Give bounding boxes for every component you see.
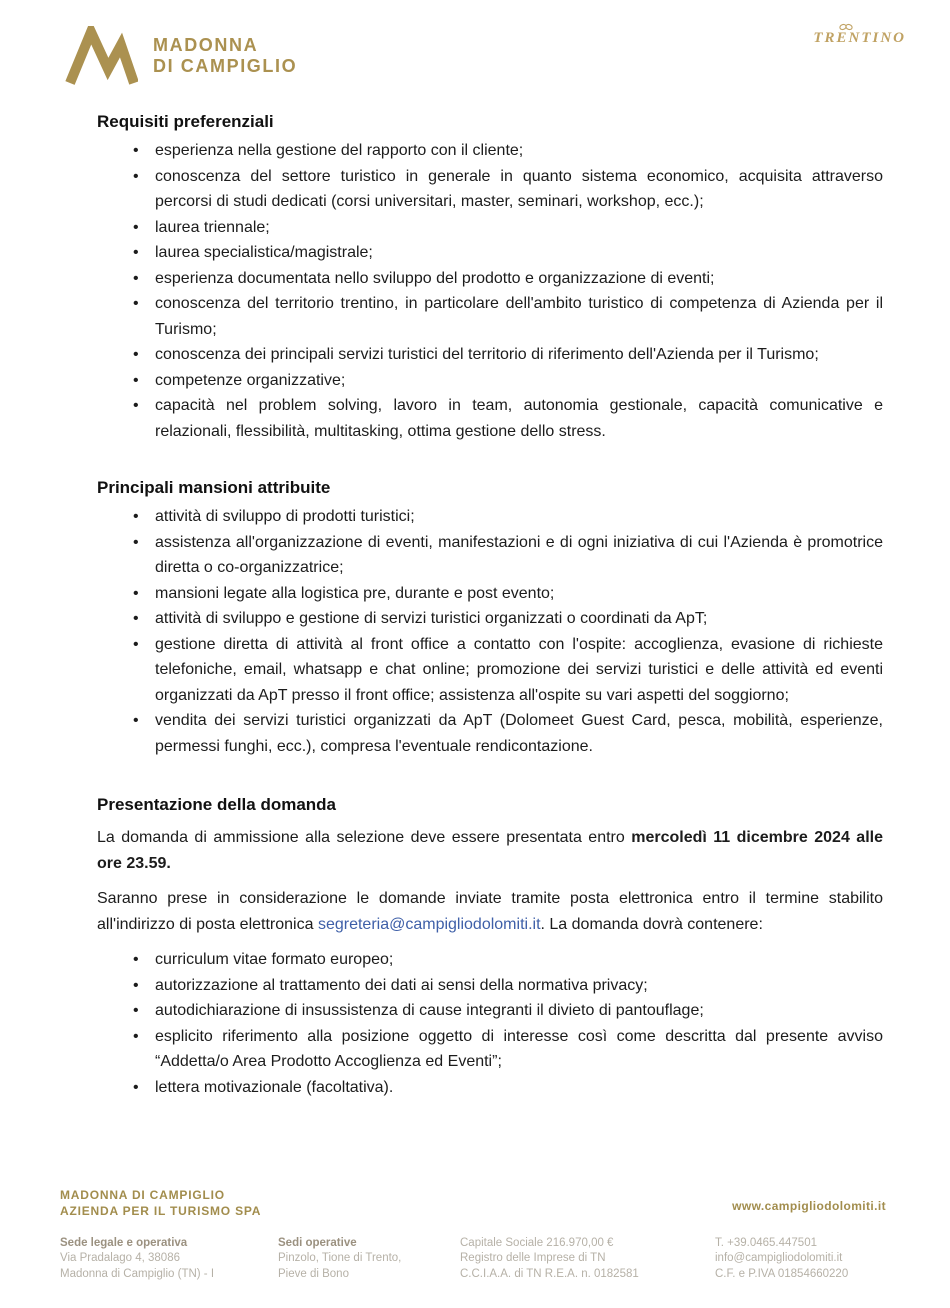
footer-address-line: Pieve di Bono: [278, 1267, 349, 1280]
madonna-di-campiglio-logo: [64, 26, 297, 86]
footer-col-title: Sedi operative: [278, 1236, 357, 1249]
list-item: • esperienza documentata nello sviluppo del prodotto e organizzazione di eventi;: [97, 266, 883, 292]
document-body: [0, 86, 950, 1126]
list-item: • assistenza all'organizzazione di eventi, manifestazioni e di ogni iniziativa di cui l'Azienda è promotrice diretta o co-organizzatrice;: [97, 530, 883, 581]
list-item: • attività di sviluppo e gestione di servizi turistici organizzati o coordinati da ApT;: [97, 606, 883, 632]
footer-legal-line: Capitale Sociale 216.970,00 €: [460, 1236, 614, 1249]
footer-columns: [60, 1236, 888, 1283]
footer-company-line-1: MADONNA DI CAMPIGLIO: [60, 1188, 225, 1203]
submission-text-post: . La domanda dovrà contenere:: [540, 915, 763, 933]
list-item: • conoscenza del settore turistico in generale in quanto sistema economico, acquisita attraverso percorsi di studi dedicati (corsi universitari, master, seminari, workshop, ecc.);: [97, 164, 883, 215]
footer-company-line-2: AZIENDA PER IL TURISMO SPA: [60, 1204, 262, 1219]
list-item: • gestione diretta di attività al front office a contatto con l'ospite: accoglienza, evasione di richieste telefoniche, email, whatsapp e chat online; promozione dei servizi turistici e delle attività ed eventi organizzati da ApT presso il front office; assistenza all'ospite su vari aspetti del soggiorno;: [97, 632, 883, 709]
mansioni-list: [97, 504, 883, 759]
footer-phone-line: T. +39.0465.447501: [715, 1236, 817, 1249]
list-item: • conoscenza del territorio trentino, in particolare dell'ambito turistico di competenza di Azienda per il Turismo;: [97, 291, 883, 342]
footer-top-row: [60, 1187, 888, 1219]
section-presentazione-domanda: [97, 795, 883, 1100]
list-item: • esperienza nella gestione del rapporto con il cliente;: [97, 138, 883, 164]
email-link[interactable]: segreteria@campigliodolomiti.it: [317, 915, 541, 933]
footer-legal-line: Registro delle Imprese di TN: [460, 1252, 606, 1264]
page-header: [0, 0, 950, 86]
footer-col-sede-legale: [60, 1236, 278, 1283]
list-item: • autodichiarazione di insussistenza di cause integranti il divieto di pantouflage;: [97, 998, 883, 1024]
trentino-logo: [813, 30, 906, 47]
footer-legal-line: C.C.I.A.A. di TN R.E.A. n. 0182581: [460, 1267, 639, 1280]
page-footer: [0, 1187, 950, 1308]
list-item: • conoscenza dei principali servizi turistici del territorio di riferimento dell'Azienda per il Turismo;: [97, 342, 883, 368]
footer-company-name: [60, 1187, 261, 1219]
list-item: • laurea specialistica/magistrale;: [97, 240, 883, 266]
requisiti-list: [97, 138, 883, 444]
submission-paragraph: [97, 886, 883, 937]
footer-website-link[interactable]: www.campigliodolomiti.it: [732, 1199, 886, 1214]
list-item: • lettera motivazionale (facoltativa).: [97, 1075, 883, 1101]
list-item: • vendita dei servizi turistici organizzati da ApT (Dolomeet Guest Card, pesca, mobilità, esperienze, permessi funghi, ecc.), compresa l'eventuale rendicontazione.: [97, 708, 883, 759]
footer-vat-line: C.F. e P.IVA 01854660220: [715, 1267, 849, 1280]
deadline-text: La domanda di ammissione alla selezione deve essere presentata entro: [97, 829, 632, 846]
footer-col-registro: [460, 1236, 715, 1283]
brand-line-2: DI CAMPIGLIO: [153, 56, 298, 76]
section-principali-mansioni: [97, 478, 883, 759]
section-requisiti-preferenziali: [97, 112, 883, 444]
footer-address-line: Pinzolo, Tione di Trento,: [278, 1252, 402, 1264]
list-item: • esplicito riferimento alla posizione oggetto di interesse così come descritta dal presente avviso “Addetta/o Area Prodotto Accoglienza ed Eventi”;: [97, 1024, 883, 1075]
footer-address-line: Madonna di Campiglio (TN) - I: [60, 1267, 215, 1280]
section-heading: Presentazione della domanda: [97, 795, 337, 814]
list-item: • competenze organizzative;: [97, 368, 883, 394]
footer-col-contatti: [715, 1236, 888, 1283]
list-item: • capacità nel problem solving, lavoro in team, autonomia gestionale, capacità comunicative e relazionali, flessibilità, multitasking, ottima gestione dello stress.: [97, 393, 883, 444]
mountain-m-icon: [64, 26, 138, 86]
footer-col-sedi-operative: [278, 1236, 460, 1283]
submission-text-pre: Saranno prese in considerazione le domande inviate tramite posta elettronica entro il termine stabilito all'indirizzo di posta elettronica: [97, 890, 883, 933]
section-heading: Requisiti preferenziali: [97, 112, 274, 131]
list-item: • laurea triennale;: [97, 215, 883, 241]
footer-address-line: Via Pradalago 4, 38086: [60, 1252, 180, 1264]
footer-col-title: Sede legale e operativa: [60, 1236, 188, 1249]
list-item: • autorizzazione al trattamento dei dati ai sensi della normativa privacy;: [97, 973, 883, 999]
section-heading: Principali mansioni attribuite: [97, 478, 331, 497]
domanda-list: [97, 947, 883, 1100]
trentino-wordmark: TRENTINO: [813, 30, 906, 46]
list-item: • curriculum vitae formato europeo;: [97, 947, 883, 973]
footer-email-line: info@campigliodolomiti.it: [715, 1252, 843, 1264]
deadline-date: mercoledì 11 dicembre 2024 alle ore 23.59.: [97, 829, 883, 872]
list-item: • attività di sviluppo di prodotti turistici;: [97, 504, 883, 530]
trentino-butterfly-icon: [839, 21, 853, 38]
brand-wordmark: [153, 35, 297, 77]
list-item: • mansioni legate alla logistica pre, durante e post evento;: [97, 581, 883, 607]
deadline-paragraph: [97, 825, 883, 876]
brand-line-1: MADONNA: [153, 34, 259, 55]
